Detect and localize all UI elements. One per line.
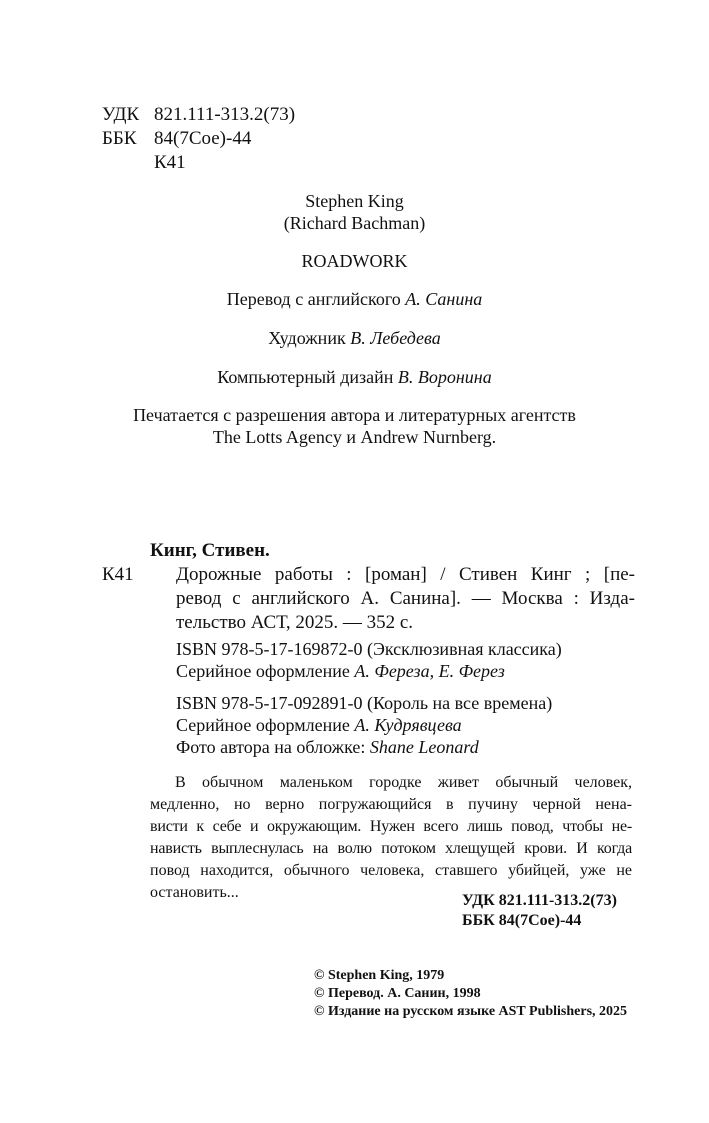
series-credit-1 xyxy=(176,660,505,682)
designer-name: В. Воронина xyxy=(397,367,492,387)
catalog-heading: Кинг, Стивен. xyxy=(150,540,270,561)
original-title: ROADWORK xyxy=(301,251,408,271)
author-mark: К41 xyxy=(154,152,186,173)
permission-line-2: The Lotts Agency и Andrew Nurnberg. xyxy=(212,427,497,447)
annotation-line: нависть выплеснулась на волю потоком хлещущей крови. И когда xyxy=(150,840,632,857)
design-credit xyxy=(0,366,709,388)
photo-credit xyxy=(176,736,479,758)
series-prefix: Серийное оформление xyxy=(176,715,350,735)
original-author: Stephen King xyxy=(305,191,404,211)
series-prefix: Серийное оформление xyxy=(176,661,350,681)
bbk-line xyxy=(102,127,251,151)
annotation-line: медленно, но верно погружающийся в пучину черной нена- xyxy=(150,796,632,813)
original-pseudonym: (Richard Bachman) xyxy=(283,213,426,233)
catalog-entry-line: ревод с английского А. Санина]. — Москва : Изда- xyxy=(176,588,635,609)
udk-value: 821.111-313.2(73) xyxy=(154,104,296,125)
artist-credit xyxy=(0,327,709,349)
series-names: А. Фереза, Е. Ферез xyxy=(354,661,505,681)
annotation xyxy=(150,772,632,904)
isbn-1: ISBN 978-5-17-169872-0 (Эксклюзивная классика) xyxy=(176,639,562,659)
copyright-line-3: © Издание на русском языке AST Publishers, 2025 xyxy=(314,1004,628,1019)
series-names: А. Кудрявцева xyxy=(354,715,462,735)
annotation-line: повод находится, обычного человека, ставшего убийцей, уже не xyxy=(150,862,632,879)
bbk-value: 84(7Сое)-44 xyxy=(154,128,252,149)
annotation-udk: УДК 821.111-313.2(73) xyxy=(462,892,617,909)
annotation-bbk: ББК 84(7Сое)-44 xyxy=(462,912,582,929)
photo-name: Shane Leonard xyxy=(369,737,479,757)
annotation-line: В обычном маленьком городке живет обычный человек, xyxy=(175,774,632,791)
series-credit-2 xyxy=(176,714,462,736)
udk-line xyxy=(102,103,295,127)
udk-label: УДК xyxy=(102,104,140,125)
catalog-entry-line: тельство АСТ, 2025. — 352 с. xyxy=(176,612,414,633)
catalog-mark: К41 xyxy=(102,564,134,585)
copyright-line-1: © Stephen King, 1979 xyxy=(314,968,445,983)
catalog-entry-line: Дорожные работы : [роман] / Стивен Кинг ; [пе- xyxy=(176,564,635,585)
translation-prefix: Перевод с английского xyxy=(226,289,401,309)
artist-name: В. Лебедева xyxy=(350,328,441,348)
bbk-label: ББК xyxy=(102,128,137,149)
permission-line-1: Печатается с разрешения автора и литературных агентств xyxy=(133,405,576,425)
translation-credit xyxy=(0,288,709,310)
annotation-line: остановить... xyxy=(150,884,239,901)
annotation-line: висти к себе и окружающим. Нужен всего лишь повод, чтобы не- xyxy=(150,818,632,835)
photo-prefix: Фото автора на обложке: xyxy=(176,737,366,757)
catalog-entry xyxy=(176,563,635,635)
artist-prefix: Художник xyxy=(268,328,346,348)
translator-name: А. Санина xyxy=(405,289,483,309)
design-prefix: Компьютерный дизайн xyxy=(217,367,394,387)
copyright-line-2: © Перевод. А. Санин, 1998 xyxy=(314,986,481,1001)
isbn-2: ISBN 978-5-17-092891-0 (Король на все времена) xyxy=(176,693,553,713)
